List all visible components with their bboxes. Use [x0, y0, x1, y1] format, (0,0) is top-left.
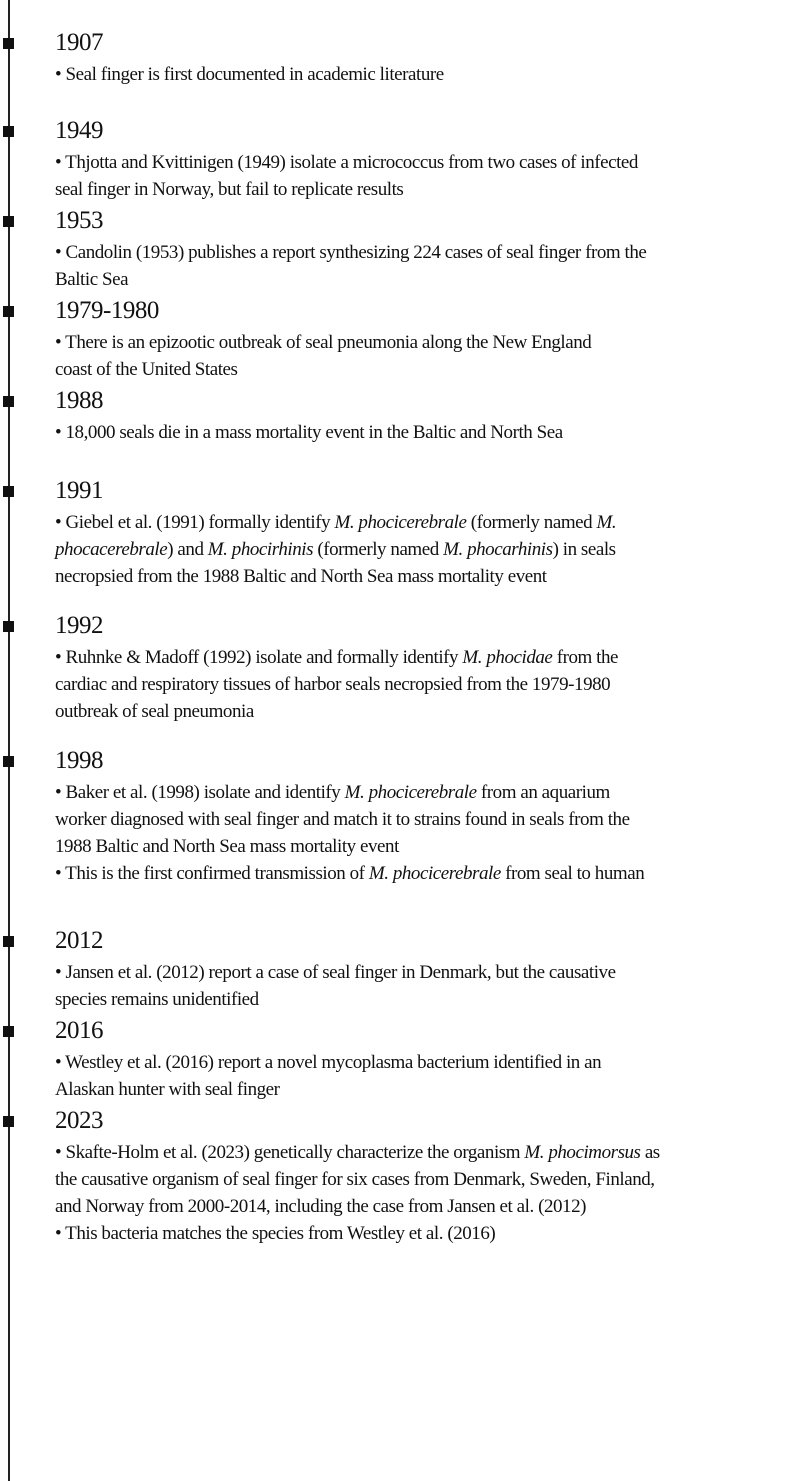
text-run: worker diagnosed with seal finger and match it to strains found in seals from the: [55, 809, 630, 830]
timeline-description: [55, 149, 638, 203]
description-line: [55, 1139, 660, 1166]
text-run: • Thjotta and Kvittinigen (1949) isolate a micrococcus from two cases of infected: [55, 152, 638, 173]
species-name: phocacerebrale: [55, 539, 168, 560]
timeline-marker-icon: [3, 936, 14, 947]
timeline-marker-icon: [3, 306, 14, 317]
timeline-year: 2012: [55, 927, 103, 954]
text-run: • Giebel et al. (1991) formally identify: [55, 512, 335, 533]
timeline-description: [55, 644, 618, 725]
description-line: [55, 509, 616, 536]
description-line: [55, 266, 646, 293]
species-name: M. phocirhinis: [207, 539, 314, 560]
timeline-description: [55, 779, 644, 887]
timeline-marker-icon: [3, 621, 14, 632]
text-run: • Skafte-Holm et al. (2023) genetically characterize the organism: [55, 1142, 525, 1163]
text-run: • There is an epizootic outbreak of seal pneumonia along the New England: [55, 332, 592, 353]
description-line: [55, 61, 444, 88]
text-run: Baltic Sea: [55, 269, 129, 290]
description-line: [55, 149, 638, 176]
timeline-description: [55, 1049, 601, 1103]
text-run: • 18,000 seals die in a mass mortality event in the Baltic and North Sea: [55, 422, 563, 443]
species-name: M.: [596, 512, 617, 533]
description-line: [55, 1076, 601, 1103]
description-line: [55, 329, 591, 356]
description-line: [55, 806, 644, 833]
text-run: outbreak of seal pneumonia: [55, 701, 254, 722]
description-line: [55, 986, 616, 1013]
timeline-description: [55, 509, 616, 590]
description-line: [55, 1220, 660, 1247]
description-line: [55, 419, 563, 446]
timeline-marker-icon: [3, 216, 14, 227]
description-line: [55, 698, 618, 725]
timeline-marker-icon: [3, 486, 14, 497]
text-run: ) in seals: [552, 539, 616, 560]
description-line: [55, 563, 616, 590]
text-run: from an aquarium: [476, 782, 610, 803]
timeline-year: 1953: [55, 207, 103, 234]
text-run: seal finger in Norway, but fail to replicate results: [55, 179, 404, 200]
description-line: [55, 779, 644, 806]
timeline-year: 1988: [55, 387, 103, 414]
timeline-description: [55, 329, 591, 383]
species-name: M. phocimorsus: [524, 1142, 641, 1163]
text-run: from seal to human: [500, 863, 645, 884]
timeline-marker-icon: [3, 126, 14, 137]
text-run: as: [640, 1142, 660, 1163]
description-line: [55, 176, 638, 203]
description-line: [55, 671, 618, 698]
description-line: [55, 1193, 660, 1220]
timeline-description: [55, 959, 616, 1013]
species-name: M. phocicerebrale: [334, 512, 467, 533]
timeline-year: 2023: [55, 1107, 103, 1134]
timeline-description: [55, 239, 646, 293]
timeline-year: 1991: [55, 477, 103, 504]
text-run: (formerly named: [313, 539, 444, 560]
description-line: [55, 536, 616, 563]
text-run: cardiac and respiratory tissues of harbor seals necropsied from the 1979-1980: [55, 674, 611, 695]
description-line: [55, 833, 644, 860]
text-run: coast of the United States: [55, 359, 238, 380]
description-line: [55, 1166, 660, 1193]
text-run: • Jansen et al. (2012) report a case of seal finger in Denmark, but the causative: [55, 962, 616, 983]
species-name: M. phocarhinis: [443, 539, 553, 560]
species-name: M. phocicerebrale: [368, 863, 501, 884]
text-run: 1988 Baltic and North Sea mass mortality event: [55, 836, 399, 857]
timeline-marker-icon: [3, 396, 14, 407]
text-run: (formerly named: [466, 512, 597, 533]
species-name: M. phocidae: [462, 647, 553, 668]
timeline-year: 1907: [55, 29, 103, 56]
text-run: from the: [552, 647, 619, 668]
description-line: [55, 860, 644, 887]
text-run: • This is the first confirmed transmission of: [55, 863, 369, 884]
timeline-year: 1979-1980: [55, 297, 159, 324]
text-run: ) and: [167, 539, 208, 560]
timeline-marker-icon: [3, 1116, 14, 1127]
timeline-description: [55, 419, 563, 446]
timeline-year: 1949: [55, 117, 103, 144]
text-run: the causative organism of seal finger for six cases from Denmark, Sweden, Finland,: [55, 1169, 655, 1190]
timeline-marker-icon: [3, 38, 14, 49]
description-line: [55, 239, 646, 266]
text-run: Alaskan hunter with seal finger: [55, 1079, 280, 1100]
description-line: [55, 959, 616, 986]
text-run: necropsied from the 1988 Baltic and North Sea mass mortality event: [55, 566, 547, 587]
timeline-description: [55, 1139, 660, 1247]
text-run: • Westley et al. (2016) report a novel mycoplasma bacterium identified in an: [55, 1052, 602, 1073]
text-run: • Baker et al. (1998) isolate and identify: [55, 782, 345, 803]
species-name: M. phocicerebrale: [344, 782, 477, 803]
description-line: [55, 644, 618, 671]
text-run: • Seal finger is first documented in academic literature: [55, 64, 444, 85]
timeline-description: [55, 61, 444, 88]
text-run: • Candolin (1953) publishes a report synthesizing 224 cases of seal finger from the: [55, 242, 647, 263]
text-run: • Ruhnke & Madoff (1992) isolate and formally identify: [55, 647, 463, 668]
timeline-year: 2016: [55, 1017, 103, 1044]
timeline-marker-icon: [3, 1026, 14, 1037]
description-line: [55, 356, 591, 383]
text-run: and Norway from 2000-2014, including the case from Jansen et al. (2012): [55, 1196, 587, 1217]
timeline-marker-icon: [3, 756, 14, 767]
description-line: [55, 1049, 601, 1076]
text-run: • This bacteria matches the species from Westley et al. (2016): [55, 1223, 496, 1244]
timeline-year: 1998: [55, 747, 103, 774]
timeline-year: 1992: [55, 612, 103, 639]
text-run: species remains unidentified: [55, 989, 259, 1010]
